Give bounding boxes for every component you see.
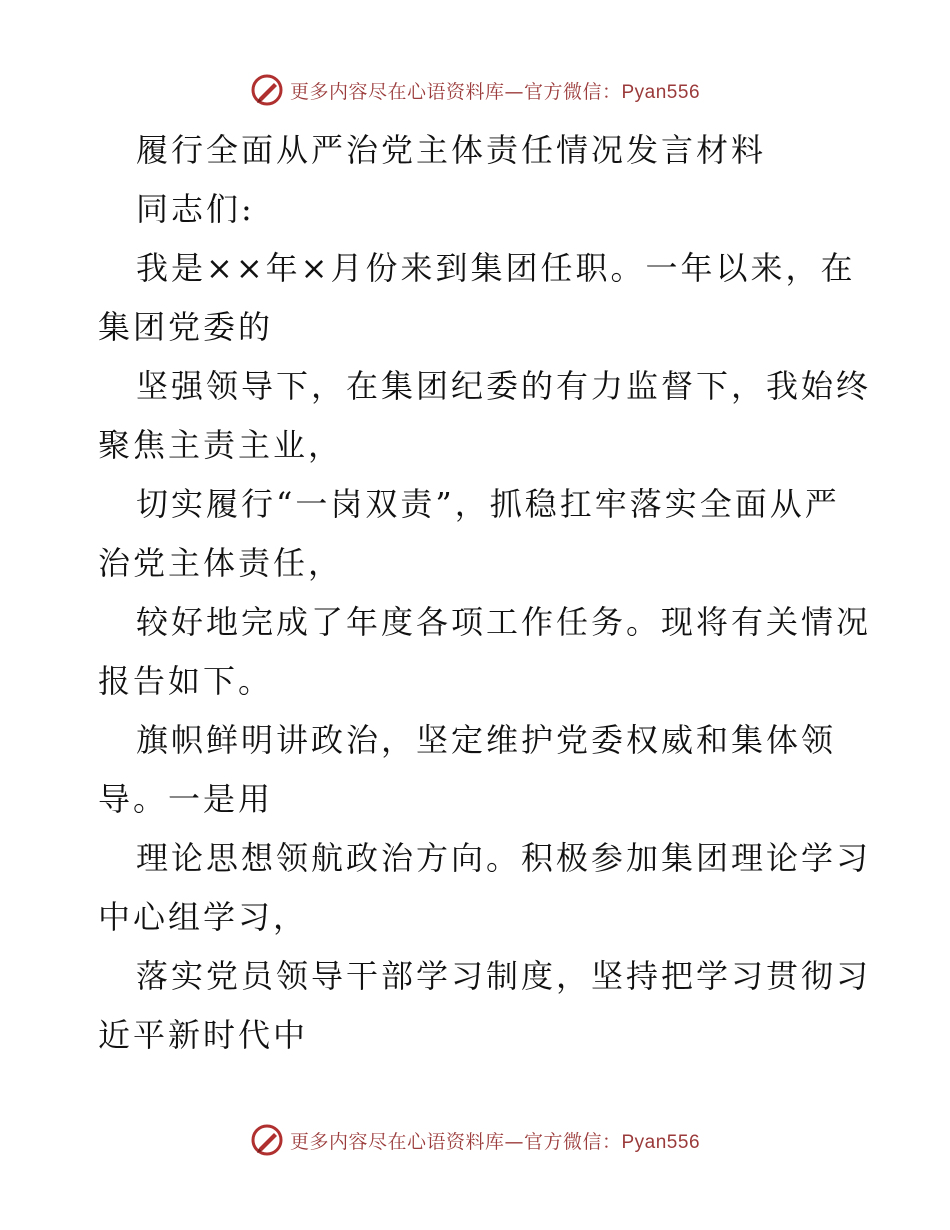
- paragraph-line: 落实党员领导干部学习制度，坚持把学习贯彻习: [136, 957, 872, 995]
- footer-watermark: [0, 1120, 950, 1160]
- paragraph-line: 切实履行“一岗双责”，抓稳扛牢落实全面从严: [136, 485, 840, 523]
- paragraph-line: 理论思想领航政治方向。积极参加集团理论学习: [136, 839, 872, 877]
- pen-logo-icon: [250, 73, 284, 107]
- paragraph-line: 治党主体责任，: [98, 544, 344, 582]
- paragraph-line: 近平新时代中: [98, 1016, 309, 1054]
- paragraph-line: 导。一是用: [98, 780, 274, 818]
- paragraph-line: 报告如下。: [98, 662, 274, 700]
- watermark-text: 更多内容尽在心语资料库—官方微信：Pyan556: [289, 80, 701, 103]
- pen-logo-icon: [250, 1123, 284, 1157]
- paragraph-line: 同志们:: [136, 190, 255, 228]
- document-title: 履行全面从严治党主体责任情况发言材料: [136, 131, 767, 169]
- paragraph-line: 聚焦主责主业，: [98, 426, 344, 464]
- document-body: [98, 121, 872, 1065]
- paragraph-line: 较好地完成了年度各项工作任务。现将有关情况: [136, 603, 872, 641]
- paragraph-line: 集团党委的: [98, 308, 274, 346]
- paragraph-line: 旗帜鲜明讲政治，坚定维护党委权威和集体领: [136, 721, 837, 759]
- watermark-text: 更多内容尽在心语资料库—官方微信：Pyan556: [289, 1130, 701, 1153]
- paragraph-line: 我是××年×月份来到集团任职。一年以来，在: [136, 249, 856, 287]
- header-watermark: [0, 70, 950, 110]
- paragraph-line: 中心组学习，: [98, 898, 309, 936]
- paragraph-line: 坚强领导下，在集团纪委的有力监督下，我始终: [136, 367, 872, 405]
